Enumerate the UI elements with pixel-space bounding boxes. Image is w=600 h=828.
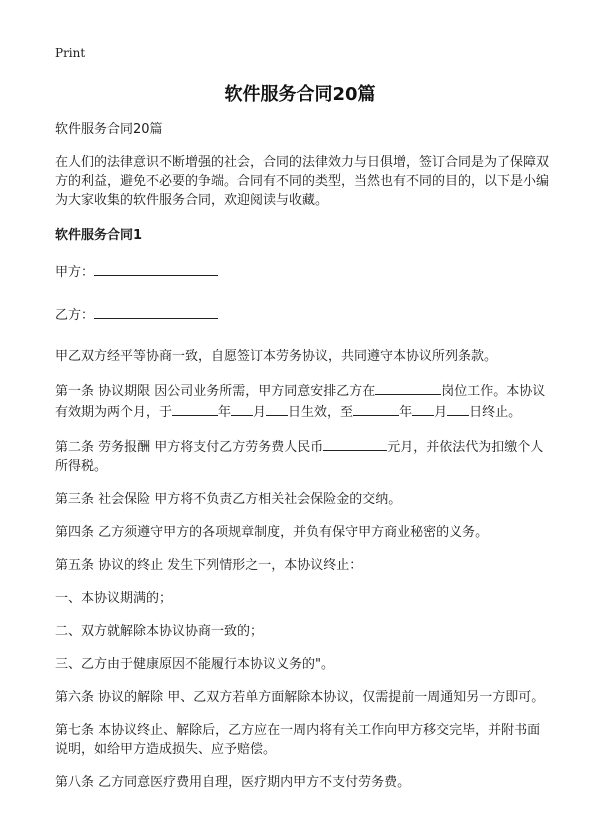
section-heading: 软件服务合同1 (55, 228, 143, 243)
list-item-2: 二、双方就解除本协议协商一致的； (55, 624, 264, 639)
end-day-label: 日终止。 (469, 405, 522, 420)
article-1-text-a: 第一条 协议期限 因公司业务所需，甲方同意安排乙方在 (55, 384, 376, 399)
article-2 (55, 436, 550, 476)
end-year-label: 年 (399, 405, 413, 420)
document-body (55, 120, 550, 806)
party-b-field (55, 304, 550, 325)
agreement-intro: 甲乙双方经平等协商一致，自愿签订本劳务协议，共同遵守本协议所列条款。 (55, 349, 498, 364)
party-a-field (55, 261, 550, 282)
intro-paragraph: 在人们的法律意识不断增强的社会，合同的法律效力与日俱增，签订合同是为了保障双方的利益，避免不必要的争端。合同有不同的类型，当然也有不同的目的，以下是小编为大家收集的软件服务合同，欢迎阅读与收藏。 (55, 155, 550, 208)
start-year-label: 年 (218, 405, 232, 420)
start-month-blank (231, 401, 253, 416)
article-7: 第七条 本协议终止、解除后，乙方应在一周内将有关工作向甲方移交完毕，并附书面说明，如给甲方造成损失、应予赔偿。 (55, 723, 541, 757)
document-title: 软件服务合同20篇 (224, 84, 376, 105)
end-month-blank (412, 401, 434, 416)
party-b-blank (94, 304, 218, 319)
document-subtitle: 软件服务合同20篇 (55, 122, 163, 137)
article-1 (55, 380, 550, 422)
article-2-text-b: 元月，并依法代为扣缴个人所得税。 (55, 440, 544, 474)
end-month-label: 月 (434, 405, 448, 420)
list-item-3: 三、乙方由于健康原因不能履行本协议义务的"。 (55, 657, 334, 672)
party-b-label: 乙方： (55, 308, 95, 323)
party-a-blank (94, 261, 218, 276)
position-blank (375, 380, 441, 395)
article-3: 第三条 社会保险 甲方将不负责乙方相关社会保险金的交纳。 (55, 492, 402, 507)
end-day-blank (447, 401, 469, 416)
start-day-label: 日生效，至 (288, 405, 354, 420)
article-8: 第八条 乙方同意医疗费用自理，医疗期内甲方不支付劳务费。 (55, 775, 411, 790)
party-a-label: 甲方： (55, 265, 95, 280)
start-month-label: 月 (253, 405, 267, 420)
end-year-blank (353, 401, 399, 416)
start-year-blank (172, 401, 218, 416)
fee-blank (323, 436, 387, 451)
article-4: 第四条 乙方须遵守甲方的各项规章制度，并负有保守甲方商业秘密的义务。 (55, 525, 489, 540)
article-2-text-a: 第二条 劳务报酬 甲方将支付乙方劳务费人民币 (55, 440, 324, 455)
article-1-text-b: 岗位工作。本协议有效期为两个月，于 (55, 384, 546, 420)
print-label[interactable]: Print (55, 46, 86, 60)
article-5: 第五条 协议的终止 发生下列情形之一，本协议终止： (55, 558, 363, 573)
list-item-1: 一、本协议期满的； (55, 591, 173, 606)
article-6: 第六条 协议的解除 甲、乙双方若单方面解除本协议，仅需提前一周通知另一方即可。 (55, 690, 545, 705)
start-day-blank (266, 401, 288, 416)
